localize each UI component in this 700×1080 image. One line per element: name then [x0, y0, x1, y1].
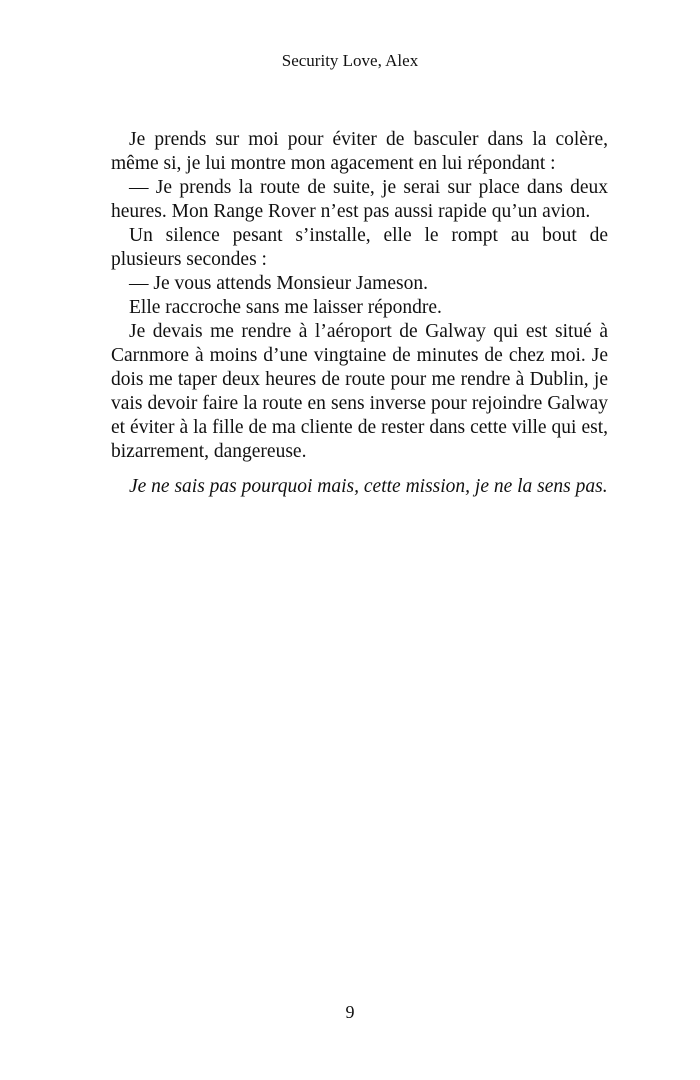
paragraph: Elle raccroche sans me laisser répondre.: [129, 297, 442, 318]
dialogue-line: — Je vous attends Monsieur Jameson.: [129, 273, 428, 294]
body-text: [111, 128, 608, 499]
paragraph: Je prends sur moi pour éviter de basculer dans la colère, même si, je lui montre mon agacement en lui répondant :: [111, 129, 608, 174]
running-header: Security Love, Alex: [281, 51, 419, 70]
dialogue-line: — Je prends la route de suite, je serai sur place dans deux heures. Mon Range Rover n’est pas aussi rapide qu’un avion.: [111, 177, 608, 222]
paragraph: Un silence pesant s’installe, elle le rompt au bout de plusieurs secondes :: [111, 225, 608, 270]
paragraph: Je devais me rendre à l’aéroport de Galway qui est situé à Carnmore à moins d’une vingtaine de minutes de chez moi. Je dois me taper deux heures de route pour me rendre à Dublin, je vais devoir faire la route en sens inverse pour rejoindre Galway et éviter à la fille de ma cliente de rester dans cette ville qui est, bizarrement, dangereuse.: [111, 321, 608, 462]
italic-thought: Je ne sais pas pourquoi mais, cette mission, je ne la sens pas.: [129, 476, 608, 497]
page-number: 9: [345, 1002, 355, 1022]
